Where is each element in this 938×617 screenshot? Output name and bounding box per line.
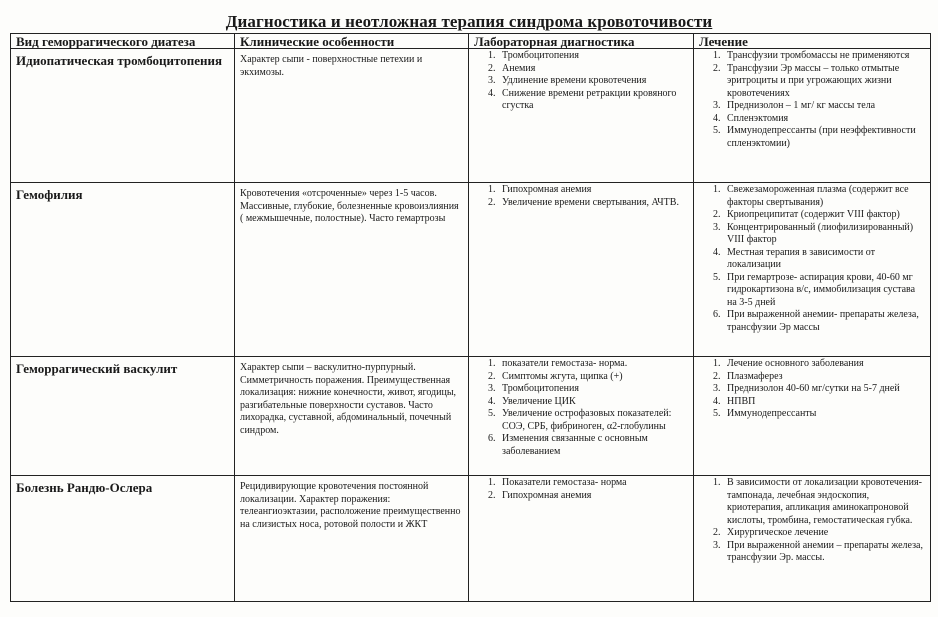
list-item: 2. Увеличение времени свертывания, АЧТВ. bbox=[498, 197, 689, 210]
header-clinical: Клинические особенности bbox=[235, 34, 469, 49]
treatment-list bbox=[699, 358, 926, 421]
table-row bbox=[11, 357, 931, 476]
header-type: Вид геморрагического диатеза bbox=[11, 34, 235, 49]
list-item: 3. Тромбоцитопения bbox=[498, 383, 689, 396]
list-item: 6. При выраженной анемии- препараты железа, трансфузии Эр массы bbox=[723, 309, 926, 334]
list-item: 1. Свежезамороженная плазма (содержит все факторы свертывания) bbox=[723, 184, 926, 209]
row-lab bbox=[469, 476, 694, 602]
row-name: Геморрагический васкулит bbox=[11, 357, 235, 476]
list-item: 3. Концентрированный (лиофилизированный) VIII фактор bbox=[723, 222, 926, 247]
lab-list bbox=[474, 477, 689, 502]
list-item: 1. В зависимости от локализации кровотечения- тампонада, лечебная эндоскопия, криотерапия, апликация аминокапроновой кислоты, тромбина, гемостатическая губка. bbox=[723, 477, 926, 527]
header-treatment: Лечение bbox=[694, 34, 931, 49]
lab-list bbox=[474, 50, 689, 113]
list-item: 5. Увеличение острофазовых показателей: СОЭ, СРБ, фибриноген, α2-глобулины bbox=[498, 408, 689, 433]
list-item: 1. Лечение основного заболевания bbox=[723, 358, 926, 371]
row-treatment bbox=[694, 49, 931, 183]
list-item: 2. Криопреципитат (содержит VIII фактор) bbox=[723, 209, 926, 222]
list-item: 1. Показатели гемостаза- норма bbox=[498, 477, 689, 490]
table-row bbox=[11, 49, 931, 183]
list-item: 2. Анемия bbox=[498, 63, 689, 76]
list-item: 4. Снижение времени ретракции кровяного сгустка bbox=[498, 88, 689, 113]
row-lab bbox=[469, 357, 694, 476]
row-treatment bbox=[694, 183, 931, 357]
row-lab bbox=[469, 183, 694, 357]
therapy-table bbox=[10, 33, 931, 602]
list-item: 3. Преднизолон 40-60 мг/сутки на 5-7 дней bbox=[723, 383, 926, 396]
list-item: 3. Преднизолон – 1 мг/ кг массы тела bbox=[723, 100, 926, 113]
list-item: 2. Хирургическое лечение bbox=[723, 527, 926, 540]
lab-list bbox=[474, 358, 689, 458]
list-item: 1. показатели гемостаза- норма. bbox=[498, 358, 689, 371]
list-item: 4. НПВП bbox=[723, 396, 926, 409]
row-lab bbox=[469, 49, 694, 183]
list-item: 4. Увеличение ЦИК bbox=[498, 396, 689, 409]
list-item: 2. Симптомы жгута, щипка (+) bbox=[498, 371, 689, 384]
list-item: 6. Изменения связанные с основным заболеванием bbox=[498, 433, 689, 458]
row-clinical: Характер сыпи – васкулитно-пурпурный. Симметричность поражения. Преимущественная локализация: нижние конечности, живот, ягодицы, разгибательные поверхности суставов. Часто лихорадка, суставной, абдоминальный, почечный синдром. bbox=[235, 357, 469, 476]
list-item: 5. Иммунодепрессанты (при неэффективности спленэктомии) bbox=[723, 125, 926, 150]
list-item: 4. Спленэктомия bbox=[723, 113, 926, 126]
list-item: 1. Трансфузии тромбомассы не применяются bbox=[723, 50, 926, 63]
treatment-list bbox=[699, 50, 926, 150]
table-row bbox=[11, 476, 931, 602]
list-item: 1. Тромбоцитопения bbox=[498, 50, 689, 63]
row-treatment bbox=[694, 357, 931, 476]
list-item: 5. Иммунодепрессанты bbox=[723, 408, 926, 421]
row-clinical: Кровотечения «отсроченные» через 1-5 часов. Массивные, глубокие, болезненные кровоизлияния ( межмышечные, полостные). Часто гемартрозы bbox=[235, 183, 469, 357]
list-item: 1. Гипохромная анемия bbox=[498, 184, 689, 197]
list-item: 5. При гемартрозе- аспирация крови, 40-60 мг гидрокартизона в/с, иммобилизация сустава на 3-5 дней bbox=[723, 272, 926, 310]
row-treatment bbox=[694, 476, 931, 602]
header-lab: Лабораторная диагностика bbox=[469, 34, 694, 49]
lab-list bbox=[474, 184, 689, 209]
list-item: 4. Местная терапия в зависимости от локализации bbox=[723, 247, 926, 272]
row-name: Идиопатическая тромбоцитопения bbox=[11, 49, 235, 183]
list-item: 3. При выраженной анемии – препараты железа, трансфузии Эр. массы. bbox=[723, 540, 926, 565]
row-name: Болезнь Рандю-Ослера bbox=[11, 476, 235, 602]
list-item: 2. Плазмаферез bbox=[723, 371, 926, 384]
row-clinical: Рецидивирующие кровотечения постоянной локализации. Характер поражения: телеангиоэктазии, расположение преимущественно на слизистых носа, ротовой полости и ЖКТ bbox=[235, 476, 469, 602]
table-row bbox=[11, 183, 931, 357]
list-item: 2. Гипохромная анемия bbox=[498, 490, 689, 503]
treatment-list bbox=[699, 184, 926, 334]
page-title: Диагностика и неотложная терапия синдрома кровоточивости bbox=[225, 12, 713, 31]
list-item: 3. Удлинение времени кровотечения bbox=[498, 75, 689, 88]
row-clinical: Характер сыпи - поверхностные петехии и экхимозы. bbox=[235, 49, 469, 183]
table-header-row bbox=[11, 34, 931, 49]
treatment-list bbox=[699, 477, 926, 565]
row-name: Гемофилия bbox=[11, 183, 235, 357]
list-item: 2. Трансфузии Эр массы – только отмытые эритроциты и при угрожающих жизни кровотечениях bbox=[723, 63, 926, 101]
